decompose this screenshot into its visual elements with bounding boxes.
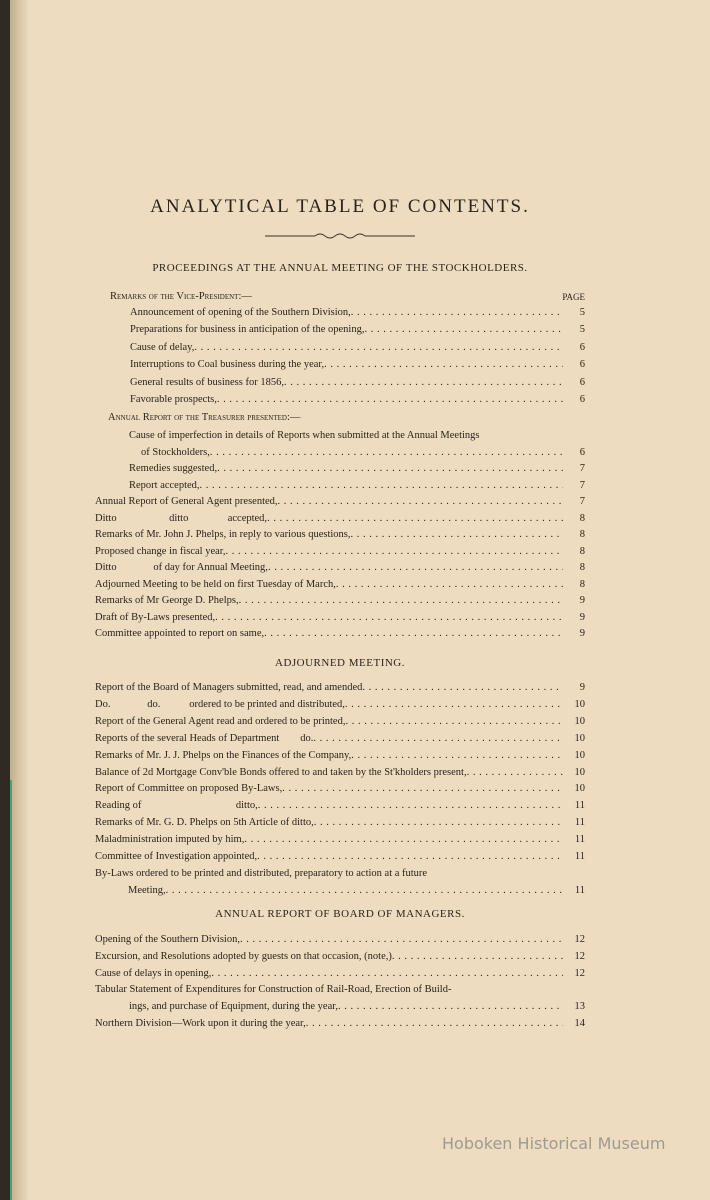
toc-entry-text: Remarks of Mr. G. D. Phelps on 5th Article of ditto, — [95, 817, 314, 829]
dot-leader — [351, 305, 563, 321]
toc-entry — [95, 714, 585, 730]
toc-entry-text: General results of business for 1856, — [130, 376, 284, 388]
dot-leader — [257, 849, 563, 865]
section-heading-proceedings: PROCEEDINGS AT THE ANNUAL MEETING OF THE STOCKHOLDERS. — [152, 262, 528, 274]
dot-leader — [244, 832, 563, 848]
dot-leader — [282, 781, 563, 797]
toc-page-number — [563, 866, 585, 882]
dot-leader — [345, 697, 563, 713]
toc-entry-text: By-Laws ordered to be printed and distributed, preparatory to action at a future — [95, 867, 428, 879]
dot-leader — [264, 626, 563, 642]
toc-entry-text: Cause of imperfection in details of Reports when submitted at the Annual Meetings — [129, 430, 480, 441]
dot-leader — [362, 680, 563, 696]
section-heading-adjourned: ADJOURNED MEETING. — [275, 657, 405, 669]
toc-entry-text: Proposed change in fiscal year, — [95, 545, 226, 557]
toc-entry-text: Adjourned Meeting to be held on first Tuesday of March, — [95, 578, 336, 590]
toc-entry-text: Reading of ditto, — [95, 800, 258, 812]
toc-entry-text: Do. do. ordered to be printed and distributed, — [95, 698, 345, 710]
toc-page-number: 11 — [574, 817, 585, 829]
toc-entry — [95, 966, 585, 982]
toc-page-number: 10 — [574, 732, 585, 744]
toc-page-number: 10 — [574, 783, 585, 795]
toc-page-number: 5 — [579, 307, 585, 318]
dot-leader — [268, 560, 563, 576]
toc-entry-text: Preparations for business in anticipation of the opening, — [130, 324, 365, 336]
toc-page-number: 13 — [574, 1001, 585, 1013]
toc-entry-text: Annual Report of General Agent presented, — [95, 496, 278, 507]
dot-leader — [306, 1016, 563, 1032]
toc-page-number — [563, 982, 585, 998]
toc-page-number: 9 — [579, 595, 585, 606]
toc-page-number: 11 — [574, 884, 585, 896]
dot-leader — [267, 511, 563, 527]
dot-leader — [211, 966, 563, 982]
toc-page-number: 9 — [579, 628, 585, 639]
toc-page-number: 6 — [579, 359, 585, 371]
toc-page-number: 8 — [579, 562, 585, 573]
dot-leader — [427, 866, 563, 882]
dot-leader — [351, 527, 564, 543]
toc-entry — [95, 560, 585, 576]
toc-page-number: 7 — [579, 463, 585, 474]
toc-page-number: 11 — [574, 800, 585, 812]
toc-entry — [129, 428, 585, 444]
toc-entry — [130, 322, 585, 338]
dot-leader — [215, 610, 563, 626]
section-heading-board: ANNUAL REPORT OF BOARD OF MANAGERS. — [215, 908, 465, 920]
toc-entry — [95, 527, 585, 543]
toc-entry-text: Remarks of Mr George D. Phelps, — [95, 595, 239, 606]
dot-leader — [194, 340, 563, 356]
dot-leader — [351, 748, 563, 764]
toc-entry — [141, 445, 585, 461]
dot-leader — [480, 428, 563, 444]
toc-entry-text: Tabular Statement of Expenditures for Construction of Rail-Road, Erection of Build- — [95, 984, 452, 996]
toc-entry — [95, 511, 585, 527]
toc-entry-text: Remarks of Mr. J. J. Phelps on the Finances of the Company, — [95, 749, 352, 761]
toc-page-number: 8 — [579, 578, 585, 590]
dot-leader — [210, 445, 563, 461]
toc-entry-text: Cause of delay, — [130, 341, 195, 353]
toc-entry-text: Report accepted, — [129, 479, 200, 491]
toc-page-number: 7 — [579, 479, 585, 491]
toc-page-number: 10 — [574, 698, 585, 710]
toc-page-number: 6 — [579, 341, 585, 353]
toc-entry — [130, 305, 585, 321]
toc-entry-text: Report of the General Agent read and ordered to be printed, — [95, 715, 346, 727]
toc-entry — [95, 781, 585, 797]
page-title: ANALYTICAL TABLE OF CONTENTS. — [150, 196, 530, 217]
green-edge — [10, 780, 12, 1200]
toc-entry — [95, 949, 585, 965]
document-page — [10, 0, 710, 1200]
toc-entry-text: Ditto ditto accepted, — [95, 512, 268, 524]
dot-leader — [451, 982, 563, 998]
toc-page-number: 9 — [579, 611, 585, 623]
toc-entry-text: Reports of the several Heads of Department do. — [95, 732, 314, 744]
toc-entry — [95, 798, 585, 814]
toc-entry — [130, 357, 585, 373]
toc-entry-text: ings, and purchase of Equipment, during the year, — [129, 1001, 338, 1013]
toc-entry — [130, 392, 585, 408]
toc-entry — [95, 1016, 585, 1032]
toc-page-number: 8 — [579, 512, 585, 524]
toc-entry-text: Draft of By-Laws presented, — [95, 611, 216, 623]
toc-entry — [95, 849, 585, 865]
dot-leader — [345, 714, 563, 730]
treasurer-heading: Annual Report of the Treasurer presented:— — [108, 412, 301, 423]
dot-leader — [240, 932, 563, 948]
toc-entry-text: Northern Division—Work upon it during the year, — [95, 1018, 306, 1029]
dot-leader — [258, 798, 563, 814]
toc-entry — [95, 748, 585, 764]
toc-entry — [95, 626, 585, 642]
toc-entry — [95, 577, 585, 593]
toc-entry — [128, 883, 585, 899]
toc-entry — [129, 461, 585, 477]
dot-leader — [324, 357, 563, 373]
toc-entry-text: Announcement of opening of the Southern Division, — [130, 307, 351, 318]
toc-entry-text: Meeting, — [128, 884, 166, 896]
toc-page-number: 10 — [574, 766, 585, 778]
toc-entry-text: Report of Committee on proposed By-Laws, — [95, 783, 283, 795]
toc-entry — [95, 593, 585, 609]
toc-entry — [130, 340, 585, 356]
toc-entry — [130, 375, 585, 391]
toc-page-number: 10 — [574, 749, 585, 761]
toc-entry-text: Maladministration imputed by him, — [95, 834, 245, 846]
toc-page-number: 12 — [574, 950, 585, 962]
dot-leader — [338, 999, 563, 1015]
toc-entry — [95, 610, 585, 626]
dot-leader — [278, 494, 563, 510]
toc-entry-text: Excursion, and Resolutions adopted by guests on that occasion, (note,) — [95, 950, 392, 962]
toc-page-number: 14 — [574, 1018, 585, 1029]
toc-entry-text: Opening of the Southern Division, — [95, 934, 240, 945]
vp-heading: Remarks of the Vice-President:— — [110, 291, 252, 302]
toc-entry-text: of Stockholders, — [141, 446, 210, 458]
toc-entry — [95, 815, 585, 831]
toc-entry-text: Report of the Board of Managers submitted, read, and amended — [95, 682, 363, 693]
toc-page-number: 11 — [574, 834, 585, 846]
dot-leader — [392, 949, 563, 965]
dot-leader — [314, 815, 563, 831]
toc-entry-text: Committee appointed to report on same, — [95, 628, 265, 639]
toc-entry — [95, 982, 585, 998]
toc-entry — [95, 697, 585, 713]
toc-entry — [95, 680, 585, 696]
toc-entry — [129, 478, 585, 494]
toc-page-number: 5 — [579, 324, 585, 336]
dot-leader — [364, 322, 563, 338]
toc-entry — [95, 866, 585, 882]
toc-page-number: 7 — [579, 496, 585, 507]
treasurer-heading-row — [108, 410, 585, 426]
dot-leader — [217, 461, 563, 477]
toc-entry-text: Remarks of Mr. John J. Phelps, in reply to various questions, — [95, 529, 351, 540]
toc-page-number: 12 — [574, 934, 585, 945]
toc-page-number: 6 — [579, 446, 585, 458]
toc-entry — [95, 832, 585, 848]
dot-leader — [336, 577, 563, 593]
vp-heading-row — [110, 289, 585, 305]
dot-leader — [313, 731, 563, 747]
dot-leader — [284, 375, 563, 391]
toc-entry — [95, 932, 585, 948]
toc-page-number: 10 — [574, 715, 585, 727]
toc-entry-text: Favorable prospects, — [130, 394, 217, 405]
dot-leader — [217, 392, 563, 408]
dot-leader — [200, 478, 563, 494]
toc-entry — [95, 765, 585, 781]
toc-entry-text: Interruptions to Coal business during the year, — [130, 359, 325, 371]
toc-entry — [129, 999, 585, 1015]
toc-entry-text: Cause of delays in opening, — [95, 967, 212, 979]
toc-page-number: 6 — [579, 376, 585, 388]
toc-page-number: 8 — [579, 545, 585, 557]
dot-leader — [166, 883, 563, 899]
page-column-label: PAGE — [562, 292, 585, 302]
dot-leader — [226, 544, 564, 560]
toc-entry-text: Ditto of day for Annual Meeting, — [95, 562, 268, 573]
toc-page-number: 9 — [579, 682, 585, 693]
toc-entry — [95, 731, 585, 747]
dot-leader — [467, 765, 563, 781]
toc-entry-text: Committee of Investigation appointed, — [95, 851, 258, 862]
toc-page-number: 6 — [579, 394, 585, 405]
toc-entry — [95, 544, 585, 560]
toc-entry-text: Remedies suggested, — [129, 463, 218, 474]
dot-leader — [239, 593, 563, 609]
book-spine — [10, 0, 28, 1200]
ornament-divider-icon — [265, 230, 415, 242]
museum-watermark: Hoboken Historical Museum — [442, 1134, 666, 1153]
toc-page-number: 11 — [574, 851, 585, 862]
toc-page-number: 8 — [579, 529, 585, 540]
toc-entry-text: Balance of 2d Mortgage Conv'ble Bonds offered to and taken by the St'kholders present, — [95, 766, 467, 778]
toc-entry — [95, 494, 585, 510]
toc-page-number — [563, 428, 585, 444]
toc-page-number: 12 — [574, 967, 585, 979]
